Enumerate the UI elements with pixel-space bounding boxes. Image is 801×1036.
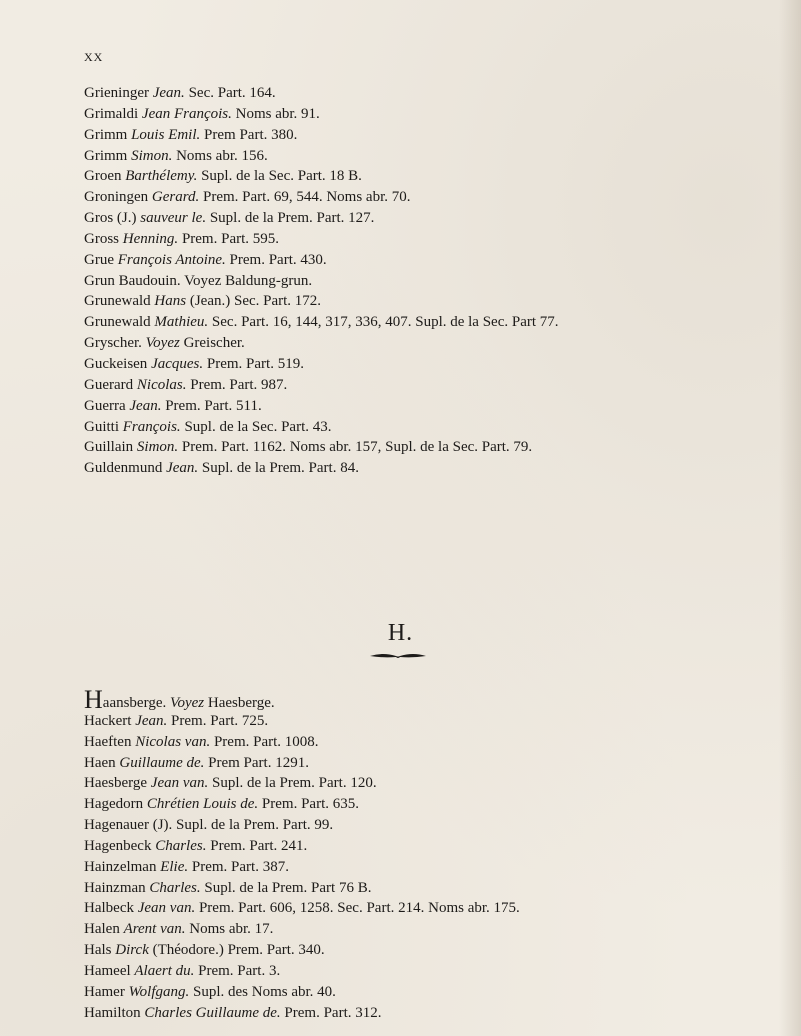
entry-surname: Hainzman [84,879,146,896]
entry-reference: Prem. Part. 387. [191,858,289,875]
entry-reference: Supl. de la Prem. Part. 84. [201,460,359,477]
section-ornament [368,650,428,660]
entry-surname: Guerard [84,376,134,393]
entry-reference: Prem. Part. 635. [261,796,359,813]
entry-given-name: Voyez [145,335,180,352]
entry-reference: Prem. Part. 1008. [213,733,319,750]
entry-given-name: Jean. [166,460,199,477]
entry-surname: Gryscher. [84,335,142,352]
entry-surname: Guitti [84,418,120,435]
entry-reference: Baudouin. Voyez Baldung-grun. [118,272,313,289]
entry-given-name: Jacques. [151,355,204,372]
index-entry [84,187,799,208]
entry-reference: Prem Part. 1291. [208,754,309,771]
entry-given-name: Simon. [136,439,179,456]
index-entry [84,375,799,396]
entry-reference: Sec. Part. 164. [188,85,276,101]
index-entry [84,982,799,1003]
entry-reference: Prem. Part. 511. [165,397,262,414]
entry-surname: Grun [84,272,115,289]
index-entry [84,1003,799,1024]
entry-given-name: François Antoine. [117,251,226,268]
entry-surname: Guckeisen [84,355,148,372]
entry-given-name: Voyez [169,695,205,711]
index-entry [84,732,799,753]
entry-surname: Hameel [84,962,131,979]
index-entry [84,458,799,479]
entry-given-name: Jean. [135,712,168,729]
entry-given-name: Jean. [152,85,185,101]
entry-reference: (Théodore.) Prem. Part. 340. [152,942,325,959]
index-list-g [84,83,799,479]
entry-reference: (J). Supl. de la Prem. Part. 99. [152,817,334,834]
entry-given-name: Charles. [155,837,207,854]
entry-given-name: Jean van. [150,775,209,792]
entry-given-name: Nicolas van. [135,733,211,750]
entry-surname: Hagedorn [84,796,144,813]
entry-surname: Hamer [84,983,125,1000]
entry-surname: Haeften [84,733,132,750]
entry-surname: Halbeck [84,900,134,917]
entry-given-name: Wolfgang. [128,983,190,1000]
entry-surname: Guillain [84,439,134,456]
index-entry [84,417,799,438]
entry-surname: Halen [84,921,120,938]
entry-surname: Grue [84,251,114,268]
entry-reference: Greischer. [183,335,245,352]
entry-given-name: Charles Guillaume de. [144,1004,281,1021]
entry-given-name: Elie. [160,858,189,875]
entry-surname: Guldenmund [84,460,163,477]
entry-reference: Prem. Part. 3. [198,962,281,979]
entry-surname: Grunewald [84,314,151,331]
entry-surname: Hals [84,942,112,959]
entry-given-name: Jean van. [137,900,196,917]
entry-surname: Hackert [84,712,132,729]
index-entry [84,146,799,167]
entry-given-name: Simon. [131,147,173,164]
index-entry-first [84,685,799,714]
entry-given-name: Charles. [149,879,201,896]
entry-given-name: Barthélemy. [125,168,198,185]
index-entry [84,773,799,794]
entry-surname: Hagenbeck [84,837,152,854]
entry-reference: Supl. de la Prem. Part. 127. [209,210,375,227]
index-entry [84,836,799,857]
entry-reference: Sec. Part. 16, 144, 317, 336, 407. Supl. de la Sec. Part 77. [211,314,559,331]
entry-surname: Groningen [84,189,149,206]
entry-given-name: Jean François. [141,105,232,122]
entry-reference: Prem. Part. 241. [210,837,308,854]
index-entry [84,208,799,229]
index-entry [84,961,799,982]
entry-given-name: Nicolas. [136,376,187,393]
entry-reference: Supl. de la Sec. Part. 18 B. [201,168,362,185]
entry-surname: Hainzelman [84,858,157,875]
entry-given-name: Guillaume de. [119,754,205,771]
entry-surname: Guerra [84,397,126,414]
index-entry [84,794,799,815]
entry-reference: Prem Part. 380. [204,126,298,143]
entry-reference: Prem. Part. 595. [181,230,280,247]
index-entry [84,396,799,417]
index-entry [84,878,799,899]
entry-given-name: Jean. [129,397,162,414]
index-entry [84,229,799,250]
index-entry [84,250,799,271]
index-entry [84,940,799,961]
index-entry [84,104,799,125]
entry-given-name: Louis Emil. [131,126,201,143]
entry-reference: Prem. Part. 69, 544. Noms abr. 70. [203,189,411,206]
entry-surname: Haen [84,754,116,771]
entry-surname: Haesberge [84,775,148,792]
entry-reference: Prem. Part. 430. [229,251,327,268]
entry-given-name: Chrétien Louis de. [146,796,259,813]
entry-surname: Gros (J.) [84,210,137,227]
drop-cap-letter: H [84,685,103,714]
entry-surname: Hagenauer [84,817,149,834]
index-entry [84,753,799,774]
index-entry [84,333,799,354]
index-entry [84,125,799,146]
entry-given-name: Henning. [122,230,179,247]
entry-surname: aansberge. [102,695,167,711]
index-entry [84,312,799,333]
index-entry [84,354,799,375]
section-heading: H. [387,620,414,646]
entry-surname: Groen [84,168,122,185]
index-entry [84,919,799,940]
entry-given-name: sauveur le. [140,210,207,227]
entry-reference: Prem. Part. 725. [171,712,269,729]
entry-given-name: Alaert du. [134,962,195,979]
entry-reference: Prem. Part. 606, 1258. Sec. Part. 214. Noms abr. 175. [198,900,520,917]
entry-surname: Gross [84,230,120,247]
index-entry [84,857,799,878]
entry-surname: Grimaldi [84,105,139,122]
index-entry [84,166,799,187]
index-entry [84,437,799,458]
entry-given-name: Gerard. [151,189,200,206]
entry-reference: Supl. de la Prem. Part. 120. [212,775,377,792]
entry-given-name: Mathieu. [154,314,209,331]
entry-reference: Noms abr. 91. [235,105,320,122]
entry-reference: Prem. Part. 987. [190,376,288,393]
entry-reference: Supl. des Noms abr. 40. [193,983,336,1000]
entry-reference: Noms abr. 156. [176,147,268,164]
index-entry [84,711,799,732]
entry-reference: Prem. Part. 1162. Noms abr. 157, Supl. de la Sec. Part. 79. [181,439,533,456]
page-number: XX [84,50,104,64]
entry-given-name: Arent van. [123,921,186,938]
entry-given-name: Dirck [115,942,149,959]
entry-given-name: François. [122,418,181,435]
entry-reference: Prem. Part. 519. [206,355,304,372]
entry-surname: Hamilton [84,1004,141,1021]
index-entry [84,291,799,312]
entry-reference: (Jean.) Sec. Part. 172. [189,293,322,310]
index-entry [84,898,799,919]
entry-reference: Noms abr. 17. [189,921,274,938]
index-entry [84,83,799,104]
entry-surname: Grunewald [84,293,151,310]
entry-reference: Haesberge. [207,695,275,711]
index-entry [84,815,799,836]
entry-reference: Supl. de la Prem. Part 76 B. [204,879,372,896]
entry-surname: Grieninger [84,85,149,101]
entry-reference: Supl. de la Sec. Part. 43. [184,418,332,435]
entry-surname: Grimm [84,147,128,164]
entry-surname: Grimm [84,126,128,143]
entry-reference: Prem. Part. 312. [284,1004,382,1021]
index-entry [84,271,799,292]
index-list-h [84,685,799,1024]
entry-given-name: Hans [154,293,187,310]
